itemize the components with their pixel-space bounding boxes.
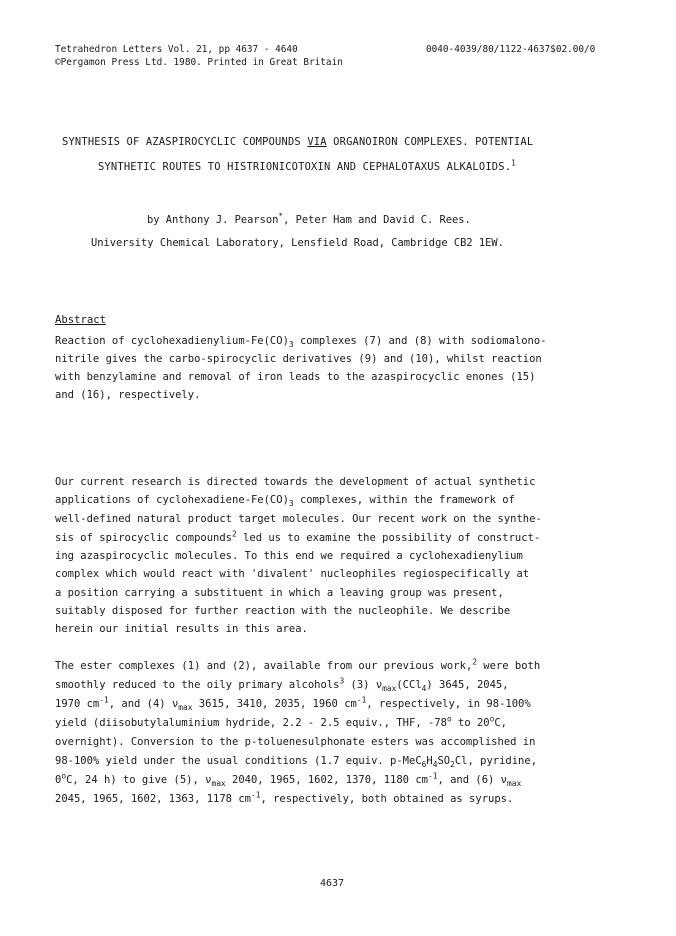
subscript: 3 — [288, 499, 294, 509]
text: 2040, 1965, 1602, 1370, 1180 cm — [225, 774, 428, 786]
text: to 20 — [451, 717, 490, 729]
subscript: 3 — [288, 340, 294, 350]
author-names: , Peter Ham and David C. Rees. — [283, 214, 471, 226]
citation-ref: 2 — [232, 529, 237, 539]
paragraph-line — [55, 771, 522, 789]
superscript: o — [61, 771, 67, 781]
text: 98-100% yield under the usual conditions (1.7 equiv. p-MeC — [55, 755, 422, 767]
affiliation: University Chemical Laboratory, Lensfield Road, Cambridge CB2 1EW. — [91, 237, 504, 249]
text: led us to examine the possibility of construct- — [236, 532, 541, 544]
text: , and (4) ν — [108, 698, 179, 710]
superscript: -1 — [356, 695, 367, 705]
text: , respectively, in 98-100% — [366, 698, 531, 710]
paragraph-line: ing azaspirocyclic molecules. To this end we required a cyclohexadienylium — [55, 550, 523, 562]
subscript: max — [211, 779, 226, 789]
authors — [147, 211, 471, 226]
text: were both — [476, 660, 541, 672]
subscript: max — [178, 703, 193, 713]
author-name: by Anthony J. Pearson — [147, 214, 279, 226]
subscript: 6 — [421, 760, 427, 770]
paragraph-line: Our current research is directed towards the development of actual synthetic — [55, 476, 536, 488]
abstract-line — [55, 335, 547, 350]
text: ) 3645, 2045, — [426, 679, 509, 691]
text: (3) ν — [344, 679, 383, 691]
text: sis of spirocyclic compounds — [55, 532, 233, 544]
text: C, — [494, 717, 507, 729]
superscript: -1 — [99, 695, 109, 705]
paragraph-line: overnight). Conversion to the p-toluenesulphonate esters was accomplished in — [55, 736, 536, 748]
citation-ref: 3 — [339, 676, 345, 686]
text: , respectively, both obtained as syrups. — [260, 793, 514, 805]
abstract-line: with benzylamine and removal of iron leads to the azaspirocyclic enones (15) — [55, 371, 536, 383]
journal-citation: Tetrahedron Letters Vol. 21, pp 4637 - 4640 — [55, 44, 298, 55]
paragraph-line — [55, 755, 538, 770]
paragraph-line: complex which would react with 'divalent' nucleophiles regiospecifically at — [55, 568, 530, 580]
abstract-heading: Abstract — [55, 314, 107, 326]
title-via: VIA — [307, 136, 327, 148]
text: smoothly reduced to the oily primary alcohols — [55, 679, 340, 691]
text: applications of cyclohexadiene-Fe(CO) — [55, 494, 289, 506]
publisher-line: ©Pergamon Press Ltd. 1980. Printed in Great Britain — [55, 57, 343, 68]
article-code: 0040-4039/80/1122-4637$02.00/0 — [426, 44, 596, 55]
paragraph-line — [55, 695, 531, 713]
text: 0 — [55, 774, 62, 786]
superscript: -1 — [427, 771, 438, 781]
text: The ester complexes (1) and (2), available from our previous work, — [55, 660, 473, 672]
paragraph-line — [55, 657, 541, 672]
text: 3615, 3410, 2035, 1960 cm — [192, 698, 357, 710]
subscript: 4 — [421, 684, 427, 694]
title-text: SYNTHETIC ROUTES TO HISTRIONICOTOXIN AND CEPHALOTAXUS ALKALOIDS. — [98, 161, 512, 173]
paragraph-line — [55, 494, 515, 509]
corresponding-mark: * — [278, 211, 284, 221]
text: C, 24 h) to give (5), ν — [66, 774, 212, 786]
abstract-line: nitrile gives the carbo-spirocyclic derivatives (9) and (10), whilst reaction — [55, 353, 542, 365]
text: 2045, 1965, 1602, 1363, 1178 cm — [55, 793, 251, 805]
paragraph-line — [55, 529, 541, 544]
superscript: -1 — [250, 790, 261, 800]
paragraph-line: suitably disposed for further reaction with the nucleophile. We describe — [55, 605, 511, 617]
text: yield (diisobutylaluminium hydride, 2.2 - 2.5 equiv., THF, -78 — [55, 717, 447, 729]
title-line-1 — [62, 136, 533, 148]
paragraph-line: a position carrying a substituent in which a leaving group was present, — [55, 587, 504, 599]
subscript: max — [506, 779, 522, 789]
footnote-ref: 1 — [511, 158, 517, 168]
superscript: o — [446, 714, 452, 724]
subscript: 4 — [432, 760, 438, 770]
paragraph-line — [55, 714, 507, 729]
text: H — [426, 755, 433, 767]
title-line-2 — [98, 158, 517, 173]
paragraph-line: well-defined natural product target molecules. Our recent work on the synthe- — [55, 513, 542, 525]
paragraph-line — [55, 790, 514, 805]
citation-ref: 2 — [472, 657, 477, 667]
page-number: 4637 — [320, 878, 345, 889]
text: , and (6) ν — [437, 774, 507, 786]
subscript: max — [382, 684, 397, 694]
text: Cl, pyridine, — [454, 755, 538, 767]
superscript: o — [489, 714, 495, 724]
title-text: SYNTHESIS OF AZASPIROCYCLIC COMPOUNDS — [62, 136, 308, 148]
subscript: 2 — [450, 760, 455, 770]
paragraph-line: herein our initial results in this area. — [55, 623, 308, 635]
text: complexes (7) and (8) with sodiomalono- — [293, 335, 547, 347]
abstract-line: and (16), respectively. — [55, 389, 201, 401]
text: (CCl — [396, 679, 422, 691]
text: Reaction of cyclohexadienylium-Fe(CO) — [55, 335, 289, 347]
title-text: ORGANOIRON COMPLEXES. POTENTIAL — [326, 136, 534, 148]
text: SO — [437, 755, 451, 767]
text: complexes, within the framework of — [293, 494, 515, 506]
paragraph-line — [55, 676, 509, 694]
text: 1970 cm — [55, 698, 100, 710]
